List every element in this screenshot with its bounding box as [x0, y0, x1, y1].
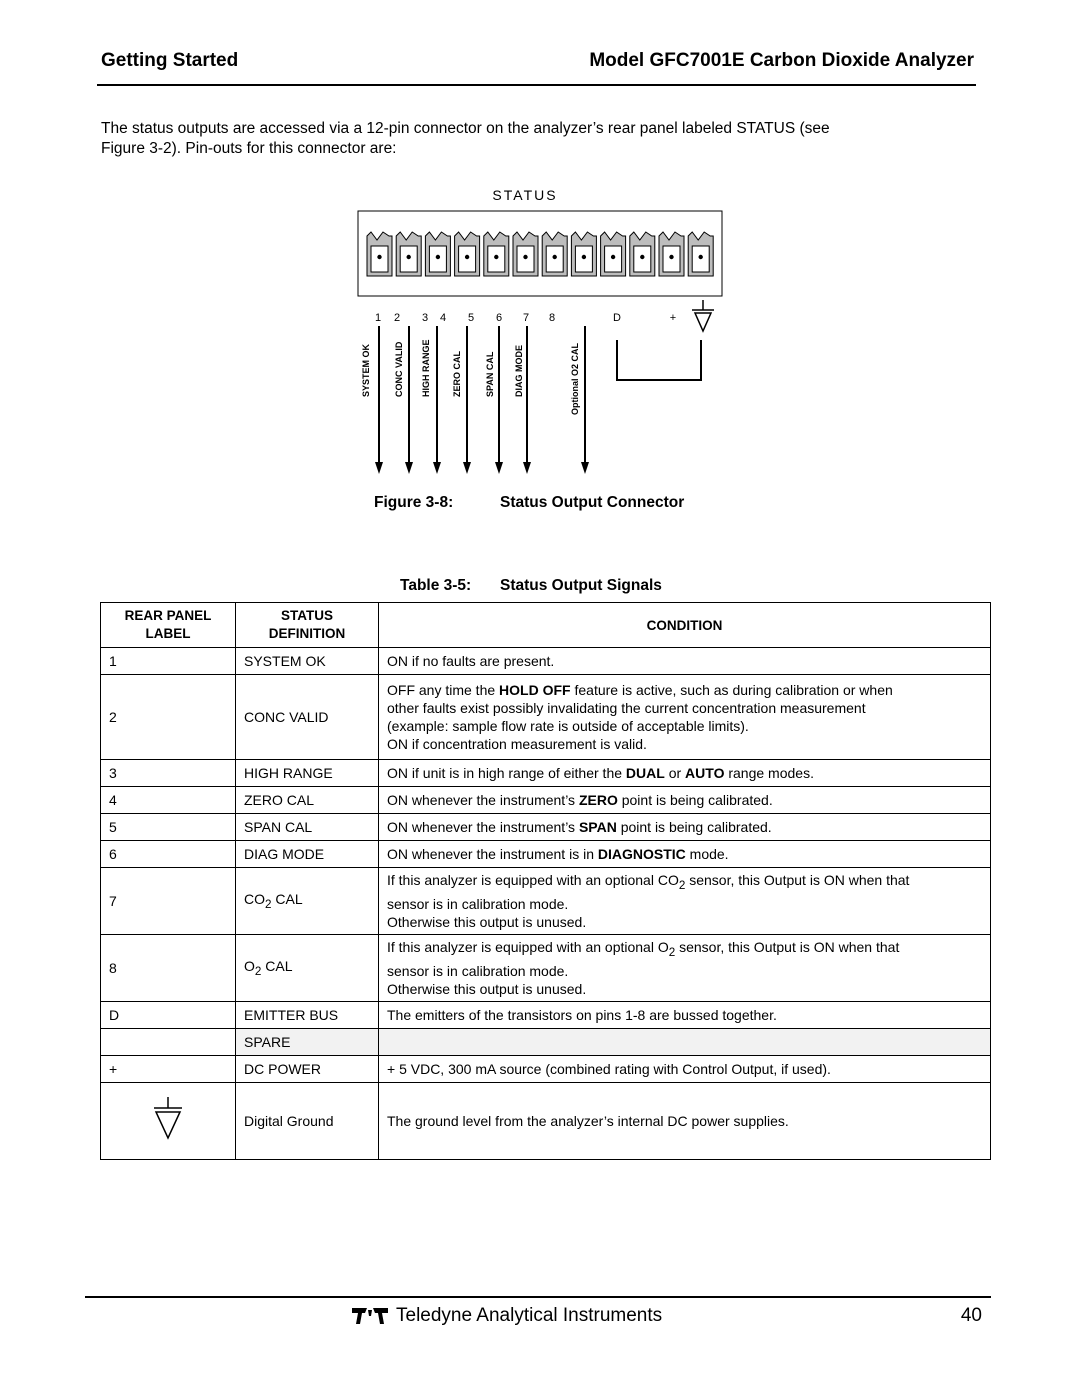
row-label: 6	[101, 841, 236, 868]
row-label: 1	[101, 648, 236, 675]
pin-contact	[523, 255, 527, 259]
pin-contact	[553, 255, 557, 259]
row-condition: ON if unit is in high range of either the DUAL or AUTO range modes.	[379, 760, 991, 787]
row-label: 7	[101, 868, 236, 935]
signal-label: SYSTEM OK	[361, 343, 371, 397]
ground-symbol-icon	[695, 313, 711, 331]
status-connector-diagram	[0, 180, 1080, 480]
table-row	[101, 935, 991, 1002]
signal-label: SPAN CAL	[485, 351, 495, 397]
signal-arrow-icon	[581, 462, 589, 474]
signal-label: ZERO CAL	[452, 351, 462, 397]
footer-divider	[85, 1296, 991, 1298]
pin-numbers	[375, 312, 676, 324]
row-label: 4	[101, 787, 236, 814]
row-label: 3	[101, 760, 236, 787]
row-condition: ON whenever the instrument is in DIAGNOSTIC mode.	[379, 841, 991, 868]
pin-contact	[465, 255, 469, 259]
row-label	[101, 1029, 236, 1056]
row-definition: Digital Ground	[236, 1083, 379, 1160]
pin-contact	[377, 255, 381, 259]
row-definition: DIAG MODE	[236, 841, 379, 868]
pin-number: +	[669, 312, 677, 324]
row-condition: The ground level from the analyzer’s internal DC power supplies.	[379, 1083, 991, 1160]
row-definition: SPAN CAL	[236, 814, 379, 841]
emitter-power-loop	[617, 340, 701, 380]
signal-label: CONC VALID	[394, 341, 404, 397]
row-definition: EMITTER BUS	[236, 1002, 379, 1029]
row-condition: OFF any time the HOLD OFF feature is active, such as during calibration or when other faults exist possibly invalidating the current concentration measurement (example: sample flow rate is outside of acceptable limits). ON if concentration measurement is valid.	[379, 675, 991, 760]
row-definition: $CO_2$ CAL	[236, 868, 379, 935]
table-row	[101, 868, 991, 935]
pin-contact	[611, 255, 615, 259]
header-condition: CONDITION	[379, 603, 991, 648]
table-row	[101, 675, 991, 760]
row-definition: ZERO CAL	[236, 787, 379, 814]
table-title: Status Output Signals	[500, 577, 662, 594]
row-condition: If this analyzer is equipped with an optional $CO_2$ sensor, this Output is ON when that sensor is in calibration mode. Otherwise this output is unused.	[379, 868, 991, 935]
intro-line-2: Figure 3-2). Pin-outs for this connector are:	[101, 140, 397, 157]
signal-arrow-icon	[433, 462, 441, 474]
page-number: 40	[960, 1305, 982, 1326]
row-condition: ON whenever the instrument’s SPAN point is being calibrated.	[379, 814, 991, 841]
table-row	[101, 648, 991, 675]
pin-number: 5	[467, 312, 475, 324]
intro-line-1: The status outputs are accessed via a 12-pin connector on the analyzer’s rear panel labeled STATUS (see	[101, 120, 830, 137]
pin-contact	[582, 255, 586, 259]
document-title: Model GFC7001E Carbon Dioxide Analyzer	[589, 50, 974, 71]
signal-arrow-icon	[405, 462, 413, 474]
row-definition: DC POWER	[236, 1056, 379, 1083]
section-title: Getting Started	[101, 50, 239, 71]
figure-number: Figure 3-8:	[374, 494, 454, 511]
row-label	[101, 1083, 236, 1160]
table-row	[101, 1056, 991, 1083]
table-row	[101, 787, 991, 814]
pin-number: 4	[439, 312, 447, 324]
status-signals-table	[100, 602, 991, 1160]
signal-labels	[361, 339, 580, 415]
footer-brand-text: Teledyne Analytical Instruments	[396, 1305, 663, 1326]
row-condition	[379, 1029, 991, 1056]
table-row	[101, 814, 991, 841]
signal-arrow-icon	[375, 462, 383, 474]
row-definition: HIGH RANGE	[236, 760, 379, 787]
header-status-definition: STATUS DEFINITION	[236, 603, 379, 648]
signal-arrow-icon	[523, 462, 531, 474]
pin-contact	[407, 255, 411, 259]
row-definition: CONC VALID	[236, 675, 379, 760]
pin-contact	[494, 255, 498, 259]
signal-arrow-icon	[495, 462, 503, 474]
pin-number: 8	[548, 312, 556, 324]
row-definition: $O_2$ CAL	[236, 935, 379, 1002]
table-row	[101, 1029, 991, 1056]
table-number: Table 3-5:	[400, 577, 472, 594]
ground-symbol-icon	[148, 1096, 188, 1144]
pin-number: 7	[522, 312, 530, 324]
header-divider	[97, 84, 976, 86]
teledyne-logo-icon	[352, 1306, 388, 1326]
pin-number: 3	[421, 312, 429, 324]
row-definition: SPARE	[236, 1029, 379, 1056]
connector-label: STATUS	[492, 187, 558, 203]
signal-arrow-icon	[463, 462, 471, 474]
row-condition: If this analyzer is equipped with an optional $O_2$ sensor, this Output is ON when that sensor is in calibration mode. Otherwise this output is unused.	[379, 935, 991, 1002]
pin-contact	[669, 255, 673, 259]
pin-number: 6	[495, 312, 503, 324]
table-row	[101, 1083, 991, 1160]
table-row	[101, 1002, 991, 1029]
table-row	[101, 841, 991, 868]
signal-label: Optional O2 CAL	[570, 343, 580, 415]
table-header-row	[101, 603, 991, 648]
row-label: D	[101, 1002, 236, 1029]
row-label: +	[101, 1056, 236, 1083]
row-label: 5	[101, 814, 236, 841]
intro-paragraph	[101, 119, 981, 159]
header-rear-panel-label: REAR PANEL LABEL	[101, 603, 236, 648]
signal-label: DIAG MODE	[514, 344, 524, 397]
pin-number: 1	[374, 312, 382, 324]
row-condition: The emitters of the transistors on pins 1-8 are bussed together.	[379, 1002, 991, 1029]
row-condition: ON if no faults are present.	[379, 648, 991, 675]
footer-brand	[352, 1302, 662, 1330]
row-condition: ON whenever the instrument’s ZERO point is being calibrated.	[379, 787, 991, 814]
pin-contact	[640, 255, 644, 259]
pin-number: 2	[393, 312, 401, 324]
pin-contact	[699, 255, 703, 259]
signal-label: HIGH RANGE	[421, 339, 431, 397]
row-label: 2	[101, 675, 236, 760]
row-definition: SYSTEM OK	[236, 648, 379, 675]
table-row	[101, 760, 991, 787]
signal-lines	[375, 326, 589, 474]
row-label: 8	[101, 935, 236, 1002]
pin-number: D	[613, 312, 621, 324]
pin-contact	[436, 255, 440, 259]
row-condition: + 5 VDC, 300 mA source (combined rating with Control Output, if used).	[379, 1056, 991, 1083]
figure-title: Status Output Connector	[500, 494, 685, 511]
